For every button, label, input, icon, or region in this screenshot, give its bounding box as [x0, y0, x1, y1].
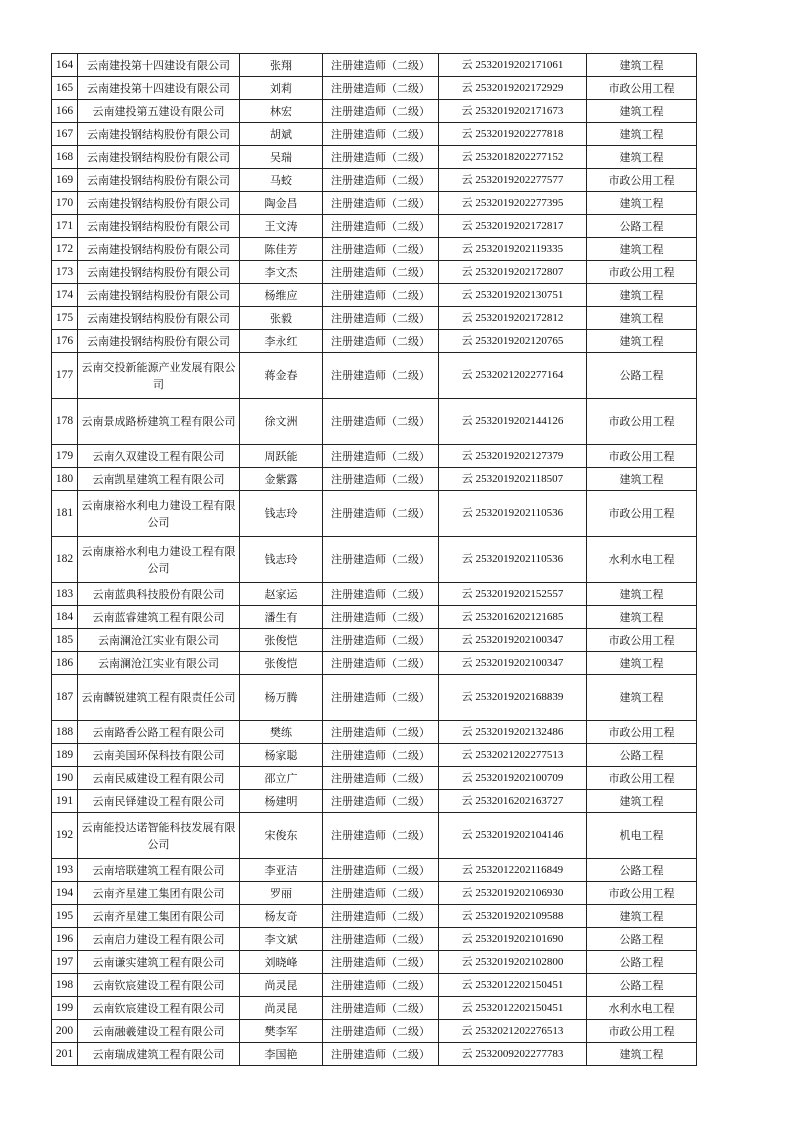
qualification-cell: 注册建造师（二级） [323, 146, 439, 169]
company-cell: 云南培联建筑工程有限公司 [78, 859, 240, 882]
name-cell: 樊李军 [240, 1020, 323, 1043]
certificate-number-cell: 云 2532012202116849 [439, 859, 587, 882]
specialty-cell: 建筑工程 [587, 468, 697, 491]
company-cell: 云南建投钢结构股份有限公司 [78, 261, 240, 284]
certificate-number-cell: 云 2532019202127379 [439, 445, 587, 468]
row-number: 193 [52, 859, 78, 882]
specialty-cell: 市政公用工程 [587, 77, 697, 100]
name-cell: 赵家运 [240, 583, 323, 606]
row-number: 175 [52, 307, 78, 330]
table-row [52, 905, 697, 928]
row-number: 177 [52, 353, 78, 399]
certificate-number-cell: 云 2532019202172817 [439, 215, 587, 238]
name-cell: 陈佳芳 [240, 238, 323, 261]
qualification-cell: 注册建造师（二级） [323, 123, 439, 146]
name-cell: 宋俊东 [240, 813, 323, 859]
name-cell: 金紫露 [240, 468, 323, 491]
table-row [52, 100, 697, 123]
name-cell: 王文涛 [240, 215, 323, 238]
table-row [52, 1020, 697, 1043]
company-cell: 云南久双建设工程有限公司 [78, 445, 240, 468]
table-row [52, 399, 697, 445]
specialty-cell: 建筑工程 [587, 905, 697, 928]
name-cell: 李永红 [240, 330, 323, 353]
certificate-number-cell: 云 2532019202110536 [439, 491, 587, 537]
specialty-cell: 市政公用工程 [587, 882, 697, 905]
specialty-cell: 公路工程 [587, 951, 697, 974]
company-cell: 云南齐星建工集团有限公司 [78, 882, 240, 905]
specialty-cell: 建筑工程 [587, 238, 697, 261]
qualification-cell: 注册建造师（二级） [323, 951, 439, 974]
row-number: 196 [52, 928, 78, 951]
specialty-cell: 水利水电工程 [587, 997, 697, 1020]
table-row [52, 974, 697, 997]
table-row [52, 215, 697, 238]
company-cell: 云南康裕水利电力建设工程有限公司 [78, 537, 240, 583]
name-cell: 钱志玲 [240, 537, 323, 583]
company-cell: 云南麟锐建筑工程有限责任公司 [78, 675, 240, 721]
document-page [51, 53, 697, 1066]
qualification-cell: 注册建造师（二级） [323, 928, 439, 951]
specialty-cell: 建筑工程 [587, 675, 697, 721]
row-number: 182 [52, 537, 78, 583]
name-cell: 杨友奇 [240, 905, 323, 928]
name-cell: 刘晓峰 [240, 951, 323, 974]
qualification-cell: 注册建造师（二级） [323, 790, 439, 813]
table-row [52, 284, 697, 307]
qualification-cell: 注册建造师（二级） [323, 330, 439, 353]
table-body [52, 54, 697, 1066]
certificate-number-cell: 云 2532019202106930 [439, 882, 587, 905]
name-cell: 罗丽 [240, 882, 323, 905]
qualification-cell: 注册建造师（二级） [323, 169, 439, 192]
qualification-cell: 注册建造师（二级） [323, 100, 439, 123]
company-cell: 云南民铎建设工程有限公司 [78, 790, 240, 813]
specialty-cell: 公路工程 [587, 928, 697, 951]
table-row [52, 1043, 697, 1066]
name-cell: 杨万腾 [240, 675, 323, 721]
row-number: 171 [52, 215, 78, 238]
row-number: 186 [52, 652, 78, 675]
company-cell: 云南能投达诺智能科技发展有限公司 [78, 813, 240, 859]
qualification-cell: 注册建造师（二级） [323, 675, 439, 721]
company-cell: 云南建投第十四建设有限公司 [78, 77, 240, 100]
company-cell: 云南澜沧江实业有限公司 [78, 652, 240, 675]
specialty-cell: 建筑工程 [587, 307, 697, 330]
table-row [52, 445, 697, 468]
row-number: 168 [52, 146, 78, 169]
qualification-cell: 注册建造师（二级） [323, 491, 439, 537]
certificate-number-cell: 云 2532019202120765 [439, 330, 587, 353]
table-row [52, 192, 697, 215]
table-row [52, 790, 697, 813]
company-cell: 云南启力建设工程有限公司 [78, 928, 240, 951]
name-cell: 周跃能 [240, 445, 323, 468]
name-cell: 张俊恺 [240, 652, 323, 675]
specialty-cell: 公路工程 [587, 215, 697, 238]
qualification-cell: 注册建造师（二级） [323, 284, 439, 307]
specialty-cell: 市政公用工程 [587, 629, 697, 652]
company-cell: 云南建投钢结构股份有限公司 [78, 215, 240, 238]
certificate-number-cell: 云 2532019202277395 [439, 192, 587, 215]
table-row [52, 606, 697, 629]
name-cell: 徐文洲 [240, 399, 323, 445]
specialty-cell: 市政公用工程 [587, 169, 697, 192]
specialty-cell: 水利水电工程 [587, 537, 697, 583]
table-row [52, 353, 697, 399]
certificate-number-cell: 云 2532019202171673 [439, 100, 587, 123]
certificate-number-cell: 云 2532019202172929 [439, 77, 587, 100]
certificate-number-cell: 云 2532019202132486 [439, 721, 587, 744]
row-number: 165 [52, 77, 78, 100]
table-row [52, 146, 697, 169]
qualification-cell: 注册建造师（二级） [323, 215, 439, 238]
certificate-number-cell: 云 2532021202277513 [439, 744, 587, 767]
row-number: 170 [52, 192, 78, 215]
company-cell: 云南建投钢结构股份有限公司 [78, 146, 240, 169]
certificate-number-cell: 云 2532019202130751 [439, 284, 587, 307]
row-number: 169 [52, 169, 78, 192]
certificate-number-cell: 云 2532019202171061 [439, 54, 587, 77]
specialty-cell: 市政公用工程 [587, 767, 697, 790]
name-cell: 邵立广 [240, 767, 323, 790]
name-cell: 林宏 [240, 100, 323, 123]
row-number: 191 [52, 790, 78, 813]
table-row [52, 169, 697, 192]
table-row [52, 491, 697, 537]
company-cell: 云南凯星建筑工程有限公司 [78, 468, 240, 491]
specialty-cell: 建筑工程 [587, 146, 697, 169]
company-cell: 云南建投钢结构股份有限公司 [78, 238, 240, 261]
certificate-number-cell: 云 2532019202101690 [439, 928, 587, 951]
certificate-number-cell: 云 2532019202119335 [439, 238, 587, 261]
specialty-cell: 机电工程 [587, 813, 697, 859]
row-number: 166 [52, 100, 78, 123]
certificate-number-cell: 云 2532019202109588 [439, 905, 587, 928]
qualification-cell: 注册建造师（二级） [323, 307, 439, 330]
table-row [52, 813, 697, 859]
company-cell: 云南钦宸建设工程有限公司 [78, 974, 240, 997]
row-number: 164 [52, 54, 78, 77]
company-cell: 云南建投钢结构股份有限公司 [78, 169, 240, 192]
row-number: 187 [52, 675, 78, 721]
name-cell: 张毅 [240, 307, 323, 330]
specialty-cell: 建筑工程 [587, 606, 697, 629]
table-row [52, 123, 697, 146]
certificate-number-cell: 云 2532018202277152 [439, 146, 587, 169]
qualification-cell: 注册建造师（二级） [323, 537, 439, 583]
row-number: 178 [52, 399, 78, 445]
specialty-cell: 市政公用工程 [587, 261, 697, 284]
specialty-cell: 市政公用工程 [587, 1020, 697, 1043]
specialty-cell: 建筑工程 [587, 54, 697, 77]
name-cell: 杨家聪 [240, 744, 323, 767]
specialty-cell: 市政公用工程 [587, 721, 697, 744]
specialty-cell: 建筑工程 [587, 583, 697, 606]
certificate-number-cell: 云 2532019202118507 [439, 468, 587, 491]
specialty-cell: 建筑工程 [587, 1043, 697, 1066]
qualification-cell: 注册建造师（二级） [323, 629, 439, 652]
row-number: 173 [52, 261, 78, 284]
row-number: 192 [52, 813, 78, 859]
name-cell: 尚灵昆 [240, 997, 323, 1020]
row-number: 174 [52, 284, 78, 307]
table-row [52, 307, 697, 330]
certificate-number-cell: 云 2532019202168839 [439, 675, 587, 721]
specialty-cell: 建筑工程 [587, 284, 697, 307]
certificate-number-cell: 云 2532019202152557 [439, 583, 587, 606]
name-cell: 李亚洁 [240, 859, 323, 882]
name-cell: 马蛟 [240, 169, 323, 192]
table-row [52, 468, 697, 491]
specialty-cell: 建筑工程 [587, 192, 697, 215]
certificate-number-cell: 云 2532019202100347 [439, 652, 587, 675]
qualification-cell: 注册建造师（二级） [323, 468, 439, 491]
certificate-number-cell: 云 2532019202102800 [439, 951, 587, 974]
name-cell: 樊练 [240, 721, 323, 744]
specialty-cell: 公路工程 [587, 744, 697, 767]
qualification-cell: 注册建造师（二级） [323, 882, 439, 905]
qualification-cell: 注册建造师（二级） [323, 997, 439, 1020]
specialty-cell: 建筑工程 [587, 123, 697, 146]
company-cell: 云南交投新能源产业发展有限公司 [78, 353, 240, 399]
row-number: 199 [52, 997, 78, 1020]
qualification-cell: 注册建造师（二级） [323, 261, 439, 284]
company-cell: 云南建投钢结构股份有限公司 [78, 284, 240, 307]
name-cell: 李文斌 [240, 928, 323, 951]
table-row [52, 652, 697, 675]
row-number: 195 [52, 905, 78, 928]
name-cell: 陶金昌 [240, 192, 323, 215]
company-cell: 云南钦宸建设工程有限公司 [78, 997, 240, 1020]
qualification-cell: 注册建造师（二级） [323, 192, 439, 215]
table-row [52, 238, 697, 261]
company-cell: 云南建投钢结构股份有限公司 [78, 192, 240, 215]
row-number: 197 [52, 951, 78, 974]
name-cell: 张翔 [240, 54, 323, 77]
table-row [52, 77, 697, 100]
row-number: 181 [52, 491, 78, 537]
certificate-number-cell: 云 2532021202276513 [439, 1020, 587, 1043]
certificate-number-cell: 云 2532019202172812 [439, 307, 587, 330]
certificate-number-cell: 云 2532012202150451 [439, 997, 587, 1020]
name-cell: 李国艳 [240, 1043, 323, 1066]
row-number: 190 [52, 767, 78, 790]
certificate-number-cell: 云 2532019202277818 [439, 123, 587, 146]
company-cell: 云南建投第十四建设有限公司 [78, 54, 240, 77]
specialty-cell: 公路工程 [587, 974, 697, 997]
qualification-cell: 注册建造师（二级） [323, 399, 439, 445]
specialty-cell: 建筑工程 [587, 652, 697, 675]
certificate-number-cell: 云 2532019202100709 [439, 767, 587, 790]
table-row [52, 744, 697, 767]
certificate-number-cell: 云 2532019202144126 [439, 399, 587, 445]
table-row [52, 54, 697, 77]
name-cell: 杨建明 [240, 790, 323, 813]
table-row [52, 261, 697, 284]
company-cell: 云南澜沧江实业有限公司 [78, 629, 240, 652]
name-cell: 杨维应 [240, 284, 323, 307]
qualification-cell: 注册建造师（二级） [323, 859, 439, 882]
table-row [52, 583, 697, 606]
company-cell: 云南建投钢结构股份有限公司 [78, 307, 240, 330]
certificate-number-cell: 云 2532012202150451 [439, 974, 587, 997]
row-number: 201 [52, 1043, 78, 1066]
name-cell: 刘莉 [240, 77, 323, 100]
company-cell: 云南康裕水利电力建设工程有限公司 [78, 491, 240, 537]
qualification-cell: 注册建造师（二级） [323, 583, 439, 606]
qualification-cell: 注册建造师（二级） [323, 744, 439, 767]
specialty-cell: 建筑工程 [587, 100, 697, 123]
name-cell: 钱志玲 [240, 491, 323, 537]
specialty-cell: 公路工程 [587, 353, 697, 399]
certificate-number-cell: 云 2532019202100347 [439, 629, 587, 652]
specialty-cell: 建筑工程 [587, 790, 697, 813]
row-number: 184 [52, 606, 78, 629]
company-cell: 云南美国环保科技有限公司 [78, 744, 240, 767]
row-number: 194 [52, 882, 78, 905]
qualification-cell: 注册建造师（二级） [323, 721, 439, 744]
qualification-cell: 注册建造师（二级） [323, 905, 439, 928]
table-row [52, 951, 697, 974]
certificate-number-cell: 云 2532019202277577 [439, 169, 587, 192]
company-cell: 云南融羲建设工程有限公司 [78, 1020, 240, 1043]
table-row [52, 330, 697, 353]
company-cell: 云南瑞成建筑工程有限公司 [78, 1043, 240, 1066]
name-cell: 蒋金春 [240, 353, 323, 399]
company-cell: 云南建投钢结构股份有限公司 [78, 330, 240, 353]
row-number: 176 [52, 330, 78, 353]
registration-table [51, 53, 697, 1066]
company-cell: 云南齐星建工集团有限公司 [78, 905, 240, 928]
table-row [52, 882, 697, 905]
table-row [52, 767, 697, 790]
row-number: 172 [52, 238, 78, 261]
specialty-cell: 建筑工程 [587, 330, 697, 353]
company-cell: 云南蓝睿建筑工程有限公司 [78, 606, 240, 629]
table-row [52, 928, 697, 951]
qualification-cell: 注册建造师（二级） [323, 606, 439, 629]
qualification-cell: 注册建造师（二级） [323, 652, 439, 675]
name-cell: 张俊恺 [240, 629, 323, 652]
name-cell: 尚灵昆 [240, 974, 323, 997]
specialty-cell: 市政公用工程 [587, 491, 697, 537]
company-cell: 云南蓝典科技股份有限公司 [78, 583, 240, 606]
qualification-cell: 注册建造师（二级） [323, 1020, 439, 1043]
company-cell: 云南建投钢结构股份有限公司 [78, 123, 240, 146]
qualification-cell: 注册建造师（二级） [323, 238, 439, 261]
table-row [52, 537, 697, 583]
certificate-number-cell: 云 2532009202277783 [439, 1043, 587, 1066]
certificate-number-cell: 云 2532016202121685 [439, 606, 587, 629]
name-cell: 李文杰 [240, 261, 323, 284]
qualification-cell: 注册建造师（二级） [323, 77, 439, 100]
table-row [52, 629, 697, 652]
table-row [52, 721, 697, 744]
name-cell: 潘生有 [240, 606, 323, 629]
row-number: 198 [52, 974, 78, 997]
table-row [52, 997, 697, 1020]
certificate-number-cell: 云 2532019202104146 [439, 813, 587, 859]
company-cell: 云南路香公路工程有限公司 [78, 721, 240, 744]
certificate-number-cell: 云 2532016202163727 [439, 790, 587, 813]
row-number: 167 [52, 123, 78, 146]
certificate-number-cell: 云 2532019202110536 [439, 537, 587, 583]
row-number: 180 [52, 468, 78, 491]
company-cell: 云南民威建设工程有限公司 [78, 767, 240, 790]
row-number: 200 [52, 1020, 78, 1043]
row-number: 179 [52, 445, 78, 468]
table-row [52, 859, 697, 882]
company-cell: 云南谦实建筑工程有限公司 [78, 951, 240, 974]
qualification-cell: 注册建造师（二级） [323, 813, 439, 859]
qualification-cell: 注册建造师（二级） [323, 767, 439, 790]
certificate-number-cell: 云 2532021202277164 [439, 353, 587, 399]
company-cell: 云南景成路桥建筑工程有限公司 [78, 399, 240, 445]
specialty-cell: 公路工程 [587, 859, 697, 882]
qualification-cell: 注册建造师（二级） [323, 353, 439, 399]
row-number: 185 [52, 629, 78, 652]
row-number: 189 [52, 744, 78, 767]
qualification-cell: 注册建造师（二级） [323, 1043, 439, 1066]
certificate-number-cell: 云 2532019202172807 [439, 261, 587, 284]
specialty-cell: 市政公用工程 [587, 445, 697, 468]
name-cell: 胡斌 [240, 123, 323, 146]
qualification-cell: 注册建造师（二级） [323, 974, 439, 997]
specialty-cell: 市政公用工程 [587, 399, 697, 445]
row-number: 183 [52, 583, 78, 606]
table-row [52, 675, 697, 721]
company-cell: 云南建投第五建设有限公司 [78, 100, 240, 123]
qualification-cell: 注册建造师（二级） [323, 445, 439, 468]
name-cell: 吴瑞 [240, 146, 323, 169]
qualification-cell: 注册建造师（二级） [323, 54, 439, 77]
row-number: 188 [52, 721, 78, 744]
